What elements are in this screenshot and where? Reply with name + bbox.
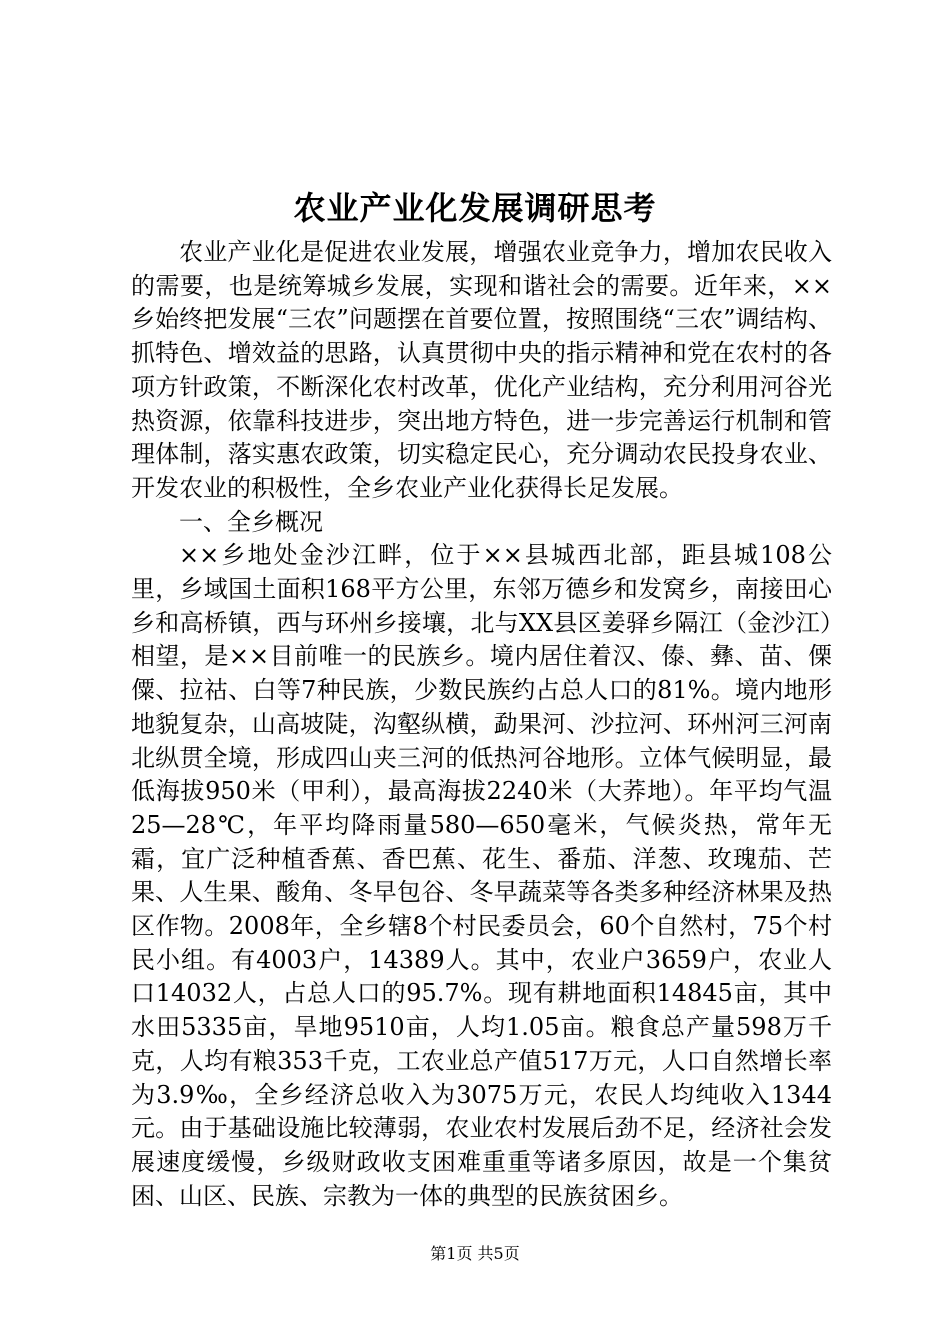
document-body <box>131 236 832 1213</box>
intro-paragraph: 农业产业化是促进农业发展，增强农业竞争力，增加农民收入的需要，也是统筹城乡发展，实现和谐社会的需要。近年来，××乡始终把发展“三农”问题摆在首要位置，按照围绕“三农”调结构、抓特色、增效益的思路，认真贯彻中央的指示精神和党在农村的各项方针政策，不断深化农村改革，优化产业结构，充分利用河谷光热资源，依靠科技进步，突出地方特色，进一步完善运行机制和管理体制，落实惠农政策，切实稳定民心，充分调动农民投身农业、开发农业的积极性，全乡农业产业化获得长足发展。 <box>131 238 832 502</box>
section-heading-overview: 一、全乡概况 <box>179 507 323 536</box>
document-title: 农业产业化发展调研思考 <box>293 189 657 227</box>
page-footer: 第1页 共5页 <box>430 1244 520 1263</box>
overview-paragraph: ××乡地处金沙江畔，位于××县城西北部，距县城108公里，乡域国土面积168平方公里，东邻万德乡和发窝乡，南接田心乡和高桥镇，西与环州乡接壤，北与XX县区姜驿乡隔江（金沙江）相望，是××目前唯一的民族乡。境内居住着汉、傣、彝、苗、傈僳、拉祜、白等7种民族，少数民族约占总人口的81%。境内地形地貌复杂，山高坡陡，沟壑纵横，勐果河、沙拉河、环州河三河南北纵贯全境，形成四山夹三河的低热河谷地形。立体气候明显，最低海拔950米（甲利），最高海拔2240米（大荞地）。年平均气温25—28℃，年平均降雨量580—650毫米，气候炎热，常年无霜，宜广泛种植香蕉、香巴蕉、花生、番茄、洋葱、玫瑰茄、芒果、人生果、酸角、冬早包谷、冬早蔬菜等各类多种经济林果及热区作物。2008年，全乡辖8个村民委员会，60个自然村，75个村民小组。有4003户，14389人。其中，农业户3659户，农业人口14032人，占总人口的95.7%。现有耕地面积14845亩，其中水田5335亩，旱地9510亩，人均1.05亩。粮食总产量598万千克，人均有粮353千克，工农业总产值517万元，人口自然增长率为3.9‰，全乡经济总收入为3075万元，农民人均纯收入1344元。由于基础设施比较薄弱，农业农村发展后劲不足，经济社会发展速度缓慢，乡级财政收支困难重重等诸多原因，故是一个集贫困、山区、民族、宗教为一体的典型的民族贫困乡。 <box>131 541 832 1210</box>
